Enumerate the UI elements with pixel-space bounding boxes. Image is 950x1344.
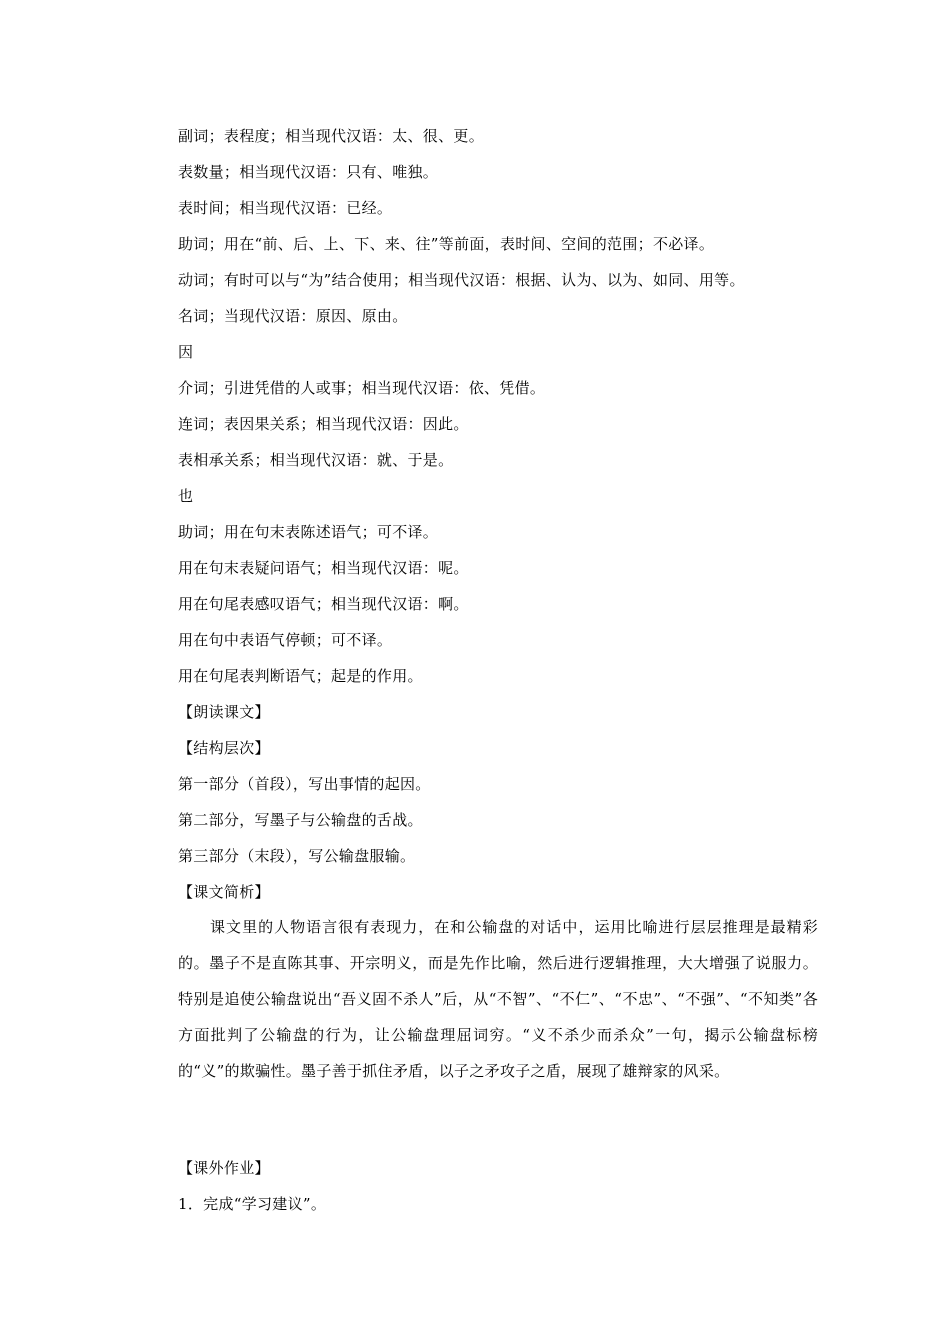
- text-line: 助词；用在句末表陈述语气；可不译。: [178, 523, 439, 541]
- section-char-heading: 也: [178, 487, 194, 505]
- section-char-heading: 因: [178, 343, 194, 361]
- analysis-paragraph: 课文里的人物语言很有表现力，在和公输盘的对话中，运用比喻进行层层推理是最精彩的。墨子不是直陈其事、开宗明义，而是先作比喻，然后进行逻辑推理，大大增强了说服力。特别是追使公输盘说出“吾义固不杀人”后，从“不智”、“不仁”、“不忠”、“不强”、“不知类”各方面批判了公输盘的行为，让公输盘理屈词穷。“义不杀少而杀众”一句，揭示公输盘标榜的“义”的欺骗性。墨子善于抓住矛盾，以子之矛攻子之盾，展现了雄辩家的风采。: [178, 918, 818, 1080]
- text-line: 表相承关系；相当现代汉语：就、于是。: [178, 451, 454, 469]
- text-line: 用在句尾表感叹语气；相当现代汉语：啊。: [178, 595, 469, 613]
- text-line: 动词；有时可以与“为”结合使用；相当现代汉语：根据、认为、以为、如同、用等。: [178, 271, 745, 289]
- text-line: 名词；当现代汉语：原因、原由。: [178, 307, 408, 325]
- text-line: 表时间；相当现代汉语：已经。: [178, 199, 393, 217]
- text-line: 用在句尾表判断语气；起是的作用。: [178, 667, 423, 685]
- section-heading-reading: 【朗读课文】: [178, 703, 270, 721]
- section-heading-homework: 【课外作业】: [178, 1159, 270, 1177]
- text-line: 用在句末表疑问语气；相当现代汉语：呢。: [178, 559, 469, 577]
- text-line: 用在句中表语气停顿；可不译。: [178, 631, 393, 649]
- text-line: 连词；表因果关系；相当现代汉语：因此。: [178, 415, 469, 433]
- section-heading-structure: 【结构层次】: [178, 739, 270, 757]
- text-line: 助词；用在“前、后、上、下、来、往”等前面，表时间、空间的范围；不必译。: [178, 235, 715, 253]
- text-line: 表数量；相当现代汉语：只有、唯独。: [178, 163, 439, 181]
- text-line: 副词；表程度；相当现代汉语：太、很、更。: [178, 127, 485, 145]
- homework-item: 1．完成“学习建议”。: [178, 1195, 327, 1213]
- text-line: 介词；引进凭借的人或事；相当现代汉语：依、凭借。: [178, 379, 546, 397]
- section-heading-analysis: 【课文简析】: [178, 883, 270, 901]
- text-line: 第三部分（末段），写公输盘服输。: [178, 847, 416, 865]
- text-line: 第二部分，写墨子与公输盘的舌战。: [178, 811, 423, 829]
- text-line: 第一部分（首段），写出事情的起因。: [178, 775, 431, 793]
